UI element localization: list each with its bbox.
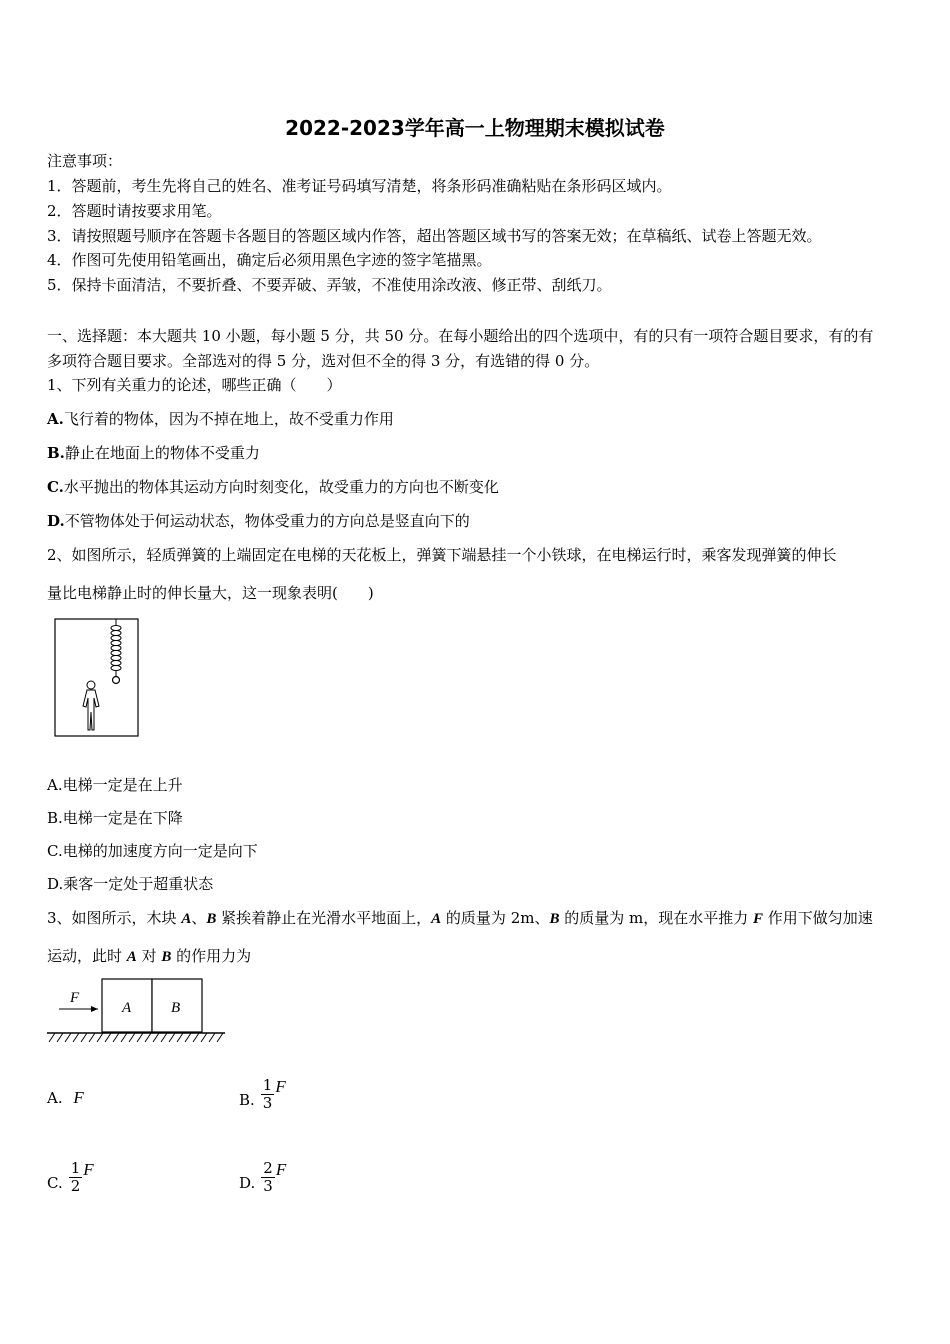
q3-text: 作用下做匀加速	[763, 909, 873, 927]
hatch-mark	[65, 1033, 71, 1042]
option-letter: C.	[47, 1174, 63, 1192]
q3-var-b: B	[549, 911, 560, 927]
fraction-numerator: 1	[70, 1159, 81, 1177]
q2-option-a	[47, 775, 183, 795]
elevator-frame	[55, 619, 138, 736]
option-text: 不管物体处于何运动状态，物体受重力的方向总是竖直向下的	[64, 512, 470, 530]
option-text: 乘客一定处于超重状态	[63, 875, 214, 893]
option-letter: A.	[47, 776, 63, 794]
q3-option-b	[239, 1062, 286, 1112]
option-text: 电梯一定是在下降	[62, 809, 183, 827]
q1-stem: 1、下列有关重力的论述，哪些正确（ ）	[47, 376, 342, 394]
option-letter: B.	[239, 1091, 255, 1109]
q3-text: 紧挨着静止在光滑水平地面上，	[216, 909, 432, 927]
q3-text: 的作用力为	[171, 947, 252, 965]
option-letter: A.	[47, 1089, 63, 1107]
option-letter: D.	[47, 512, 65, 530]
option-letter: D.	[47, 875, 64, 893]
section-heading-line1: 一、选择题：本大题共 10 小题，每小题 5 分，共 50 分。在每小题给出的四个选项中，有的只有一项符合题目要求，有的有	[47, 327, 874, 345]
passenger-icon	[83, 681, 99, 730]
q3-text: 对	[136, 947, 162, 965]
hatch-mark	[129, 1033, 135, 1042]
hatch-mark	[81, 1033, 87, 1042]
hatch-mark	[57, 1033, 63, 1042]
q1-option-d	[47, 511, 470, 531]
force-label: F	[70, 990, 80, 1006]
fraction-denominator: 2	[70, 1177, 81, 1195]
q2-option-c	[47, 841, 258, 861]
hatch-mark	[145, 1033, 151, 1042]
q3-var-a: A	[431, 911, 442, 927]
block-b-label: B	[171, 1000, 181, 1016]
q2-option-d	[47, 874, 213, 894]
elevator-spring-figure	[54, 618, 140, 738]
q2-stem-line1: 2、如图所示，轻质弹簧的上端固定在电梯的天花板上，弹簧下端悬挂一个小铁球，在电梯运行时，乘客发现弹簧的伸长	[47, 546, 837, 564]
spring-icon	[111, 619, 121, 676]
option-text: 水平抛出的物体其运动方向时刻变化，故受重力的方向也不断变化	[63, 478, 499, 496]
hatch-mark	[153, 1033, 159, 1042]
option-letter: C.	[47, 478, 64, 496]
hatch-mark	[121, 1033, 127, 1042]
option-letter: B.	[47, 444, 65, 462]
q3-text: 运动，此时	[47, 947, 127, 965]
option-letter: B.	[47, 809, 63, 827]
option-var: F	[73, 1088, 84, 1107]
hatch-mark	[201, 1033, 207, 1042]
block-a-label: A	[122, 1000, 132, 1016]
fraction-denominator: 3	[263, 1177, 273, 1195]
hatch-mark	[185, 1033, 191, 1042]
q1-option-a	[47, 409, 394, 429]
q3-option-d	[239, 1145, 286, 1195]
q3-var-a: A	[126, 949, 137, 965]
hatch-mark	[137, 1033, 143, 1042]
q3-text: 3、如图所示，木块	[47, 909, 182, 927]
hatch-mark	[193, 1033, 199, 1042]
option-letter: A.	[47, 410, 64, 428]
page-title: 2022-2023学年高一上物理期末模拟试卷	[285, 116, 665, 140]
q2-option-b	[47, 808, 183, 828]
hatch-mark	[105, 1033, 111, 1042]
hatch-mark	[209, 1033, 215, 1042]
q3-option-a	[47, 1088, 84, 1108]
hatch-mark	[113, 1033, 119, 1042]
option-var: F	[275, 1160, 287, 1179]
force-arrow-icon	[59, 1006, 98, 1012]
option-letter: C.	[47, 842, 63, 860]
q3-option-c	[47, 1145, 94, 1195]
q3-stem-line1	[47, 908, 873, 929]
option-text: 电梯的加速度方向一定是向下	[62, 842, 258, 860]
q3-text: 、	[191, 909, 207, 927]
notice-item-4: 4．作图可先使用铅笔画出，确定后必须用黑色字迹的签字笔描黑。	[47, 251, 492, 269]
section-heading-line2: 多项符合题目要求。全部选对的得 5 分，选对但不全的得 3 分，有选错的得 0 分。	[47, 352, 600, 370]
option-var: F	[83, 1160, 94, 1179]
fraction-numerator: 2	[263, 1159, 273, 1177]
option-text: 飞行着的物体，因为不掉在地上，故不受重力作用	[63, 410, 394, 428]
fraction-numerator: 1	[262, 1076, 273, 1094]
q3-var-b: B	[161, 949, 172, 965]
q3-var-b: B	[206, 911, 217, 927]
option-text: 电梯一定是在上升	[62, 776, 183, 794]
option-text: 静止在地面上的物体不受重力	[64, 444, 260, 462]
q3-var-f: F	[753, 911, 764, 927]
q3-text: 的质量为 m，现在水平推力	[559, 909, 754, 927]
q2-stem-line2: 量比电梯静止时的伸长量大，这一现象表明( )	[47, 584, 374, 602]
option-fraction	[261, 1077, 275, 1112]
hatch-mark	[217, 1033, 223, 1042]
option-var: F	[275, 1077, 286, 1096]
hatch-mark	[73, 1033, 79, 1042]
notice-item-3: 3．请按照题号顺序在答题卡各题目的答题区域内作答，超出答题区域书写的答案无效；在草稿纸、试卷上答题无效。	[47, 227, 822, 245]
ground-hatch	[49, 1033, 223, 1042]
blocks-force-figure	[45, 978, 227, 1046]
option-fraction	[261, 1160, 275, 1195]
hatch-mark	[89, 1033, 95, 1042]
q3-text: 的质量为 2m、	[441, 909, 550, 927]
hatch-mark	[177, 1033, 183, 1042]
notice-item-5: 5．保持卡面清洁，不要折叠、不要弄破、弄皱，不准使用涂改液、修正带、刮纸刀。	[47, 276, 612, 294]
hatch-mark	[169, 1033, 175, 1042]
hatch-mark	[97, 1033, 103, 1042]
hatch-mark	[161, 1033, 167, 1042]
q3-stem-line2	[47, 946, 251, 967]
option-fraction	[69, 1160, 83, 1195]
option-letter: D.	[239, 1174, 256, 1192]
notice-item-1: 1．答题前，考生先将自己的姓名、准考证号码填写清楚，将条形码准确粘贴在条形码区域内。	[47, 177, 672, 195]
fraction-denominator: 3	[262, 1094, 273, 1112]
hatch-mark	[49, 1033, 55, 1042]
notice-heading: 注意事项：	[47, 152, 123, 170]
q1-option-b	[47, 443, 260, 463]
q3-var-a: A	[181, 911, 192, 927]
q1-option-c	[47, 477, 499, 497]
notice-item-2: 2．答题时请按要求用笔。	[47, 202, 222, 220]
iron-ball-icon	[113, 677, 120, 684]
